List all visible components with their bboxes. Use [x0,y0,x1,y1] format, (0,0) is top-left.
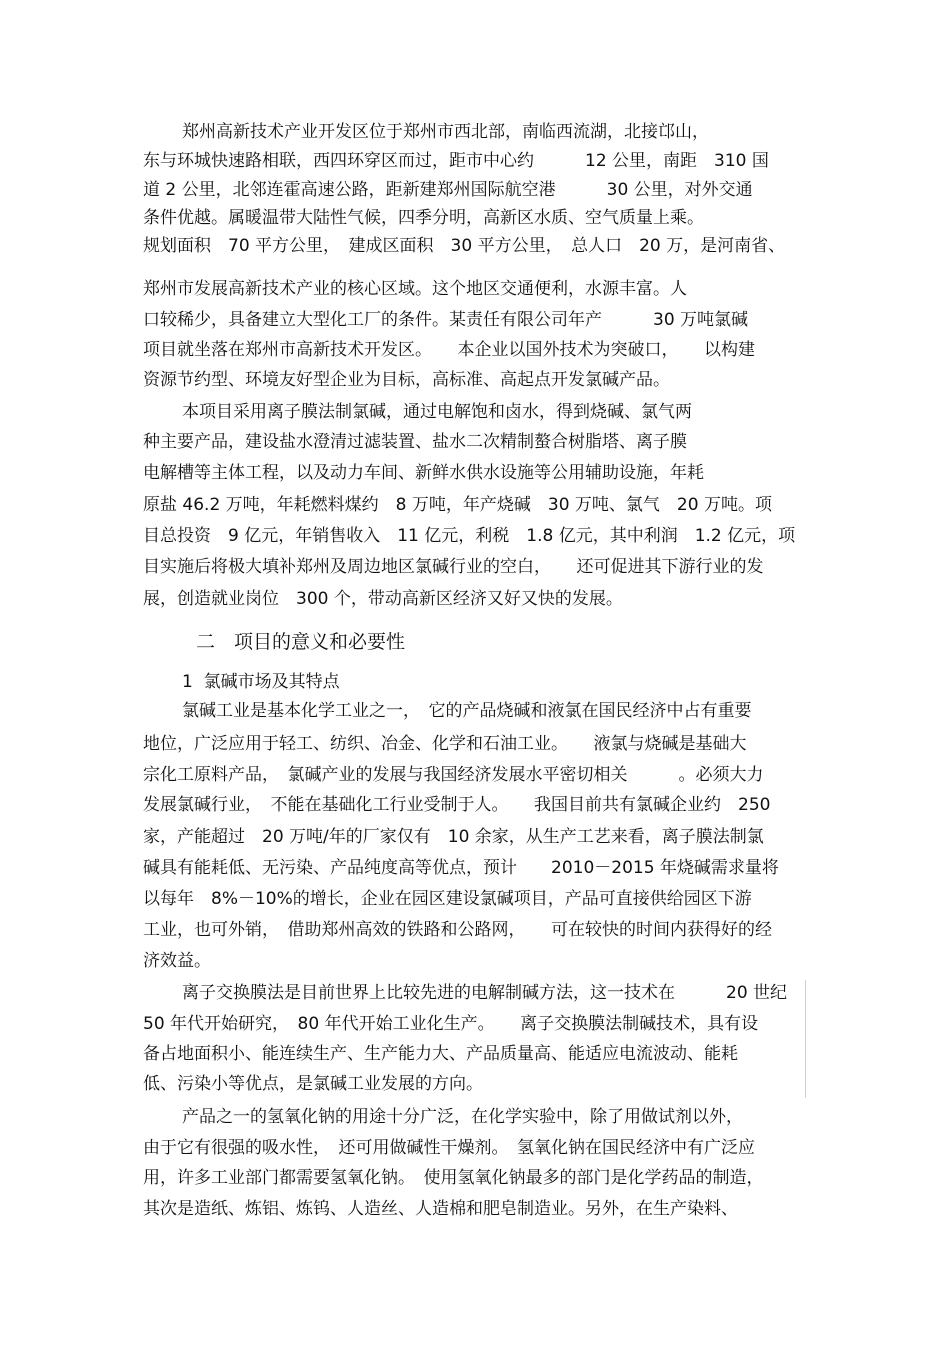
text-line: 宗化工原料产品， 氯碱产业的发展与我国经济发展水平密切相关 。必须大力 [143,765,764,785]
text-line: 产品之一的氢氧化钠的用途十分广泛，在化学实验中，除了用做试剂以外， [182,1107,743,1127]
text-line: 道 2 公里，北邻连霍高速公路，距新建郑州国际航空港 30 公里，对外交通 [143,180,753,200]
text-line: 家，产能超过 20 万吨/年的厂家仅有 10 余家，从生产工艺来看，离子膜法制氯 [143,827,764,847]
text-line: 规划面积 70 平方公里， 建成区面积 30 平方公里， 总人口 20 万，是河南省、 [143,236,786,256]
text-line: 种主要产品，建设盐水澄清过滤装置、盐水二次精制螯合树脂塔、离子膜 [143,432,687,452]
text-line: 发展氯碱行业， 不能在基础化工行业受制于人。 我国目前共有氯碱企业约 250 [143,795,771,815]
text-line: 以每年 8%－10%的增长，企业在园区建设氯碱项目，产品可直接供给园区下游 [143,889,752,909]
text-line: 电解槽等主体工程，以及动力车间、新鲜水供水设施等公用辅助设施，年耗 [143,463,704,483]
text-line: 条件优越。属暖温带大陆性气候，四季分明，高新区水质、空气质量上乘。 [143,208,704,228]
text-line: 由于它有很强的吸水性， 还可用做碱性干燥剂。 氢氧化钠在国民经济中有广泛应 [143,1138,755,1158]
subsection-heading: 1 氯碱市场及其特点 [182,672,340,692]
text-line: 郑州高新技术产业开发区位于郑州市西北部，南临西流湖，北接邙山， [182,122,709,142]
section-heading: 二 项目的意义和必要性 [196,631,406,653]
text-line: 资源节约型、环境友好型企业为目标，高标准、高起点开发氯碱产品。 [143,370,670,390]
margin-rule [805,980,806,1098]
text-line: 用，许多工业部门都需要氢氧化钠。 使用氢氧化钠最多的部门是化学药品的制造， [143,1168,764,1188]
text-line: 低、污染小等优点，是氯碱工业发展的方向。 [143,1074,483,1094]
text-line: 离子交换膜法是目前世界上比较先进的电解制碱方法，这一技术在 20 世纪 [182,983,788,1003]
text-line: 郑州市发展高新技术产业的核心区域。这个地区交通便利，水源丰富。人 [143,279,687,299]
text-line: 本项目采用离子膜法制氯碱，通过电解饱和卤水，得到烧碱、氯气两 [182,402,692,422]
text-line: 目实施后将极大填补郑州及周边地区氯碱行业的空白， 还可促进其下游行业的发 [143,557,764,577]
text-line: 其次是造纸、炼铝、炼钨、人造丝、人造棉和肥皂制造业。另外，在生产染料、 [143,1199,738,1219]
text-line: 备占地面积小、能连续生产、生产能力大、产品质量高、能适应电流波动、能耗 [143,1044,738,1064]
text-line: 氯碱工业是基本化学工业之一， 它的产品烧碱和液氯在国民经济中占有重要 [182,701,752,721]
text-line: 目总投资 9 亿元，年销售收入 11 亿元，利税 1.8 亿元，其中利润 1.2 亿元，项 [143,526,796,546]
text-line: 济效益。 [143,951,211,971]
text-line: 50 年代开始研究， 80 年代开始工业化生产。 离子交换膜法制碱技术，具有设 [143,1014,759,1034]
text-line: 口较稀少，具备建立大型化工厂的条件。某责任有限公司年产 30 万吨氯碱 [143,310,749,330]
text-line: 工业，也可外销， 借助郑州高效的铁路和公路网， 可在较快的时间内获得好的经 [143,920,772,940]
text-line: 碱具有能耗低、无污染、产品纯度高等优点，预计 2010－2015 年烧碱需求量将 [143,858,779,878]
text-line: 展，创造就业岗位 300 个，带动高新区经济又好又快的发展。 [143,589,623,609]
text-line: 东与环城快速路相联，西四环穿区而过，距市中心约 12 公里，南距 310 国 [143,151,769,171]
text-line: 地位，广泛应用于轻工、纺织、冶金、化学和石油工业。 液氯与烧碱是基础大 [143,734,747,754]
text-line: 项目就坐落在郑州市高新技术开发区。 本企业以国外技术为突破口， 以构建 [143,340,755,360]
text-line: 原盐 46.2 万吨，年耗燃料煤约 8 万吨，年产烧碱 30 万吨、氯气 20 万吨。项 [143,495,772,515]
